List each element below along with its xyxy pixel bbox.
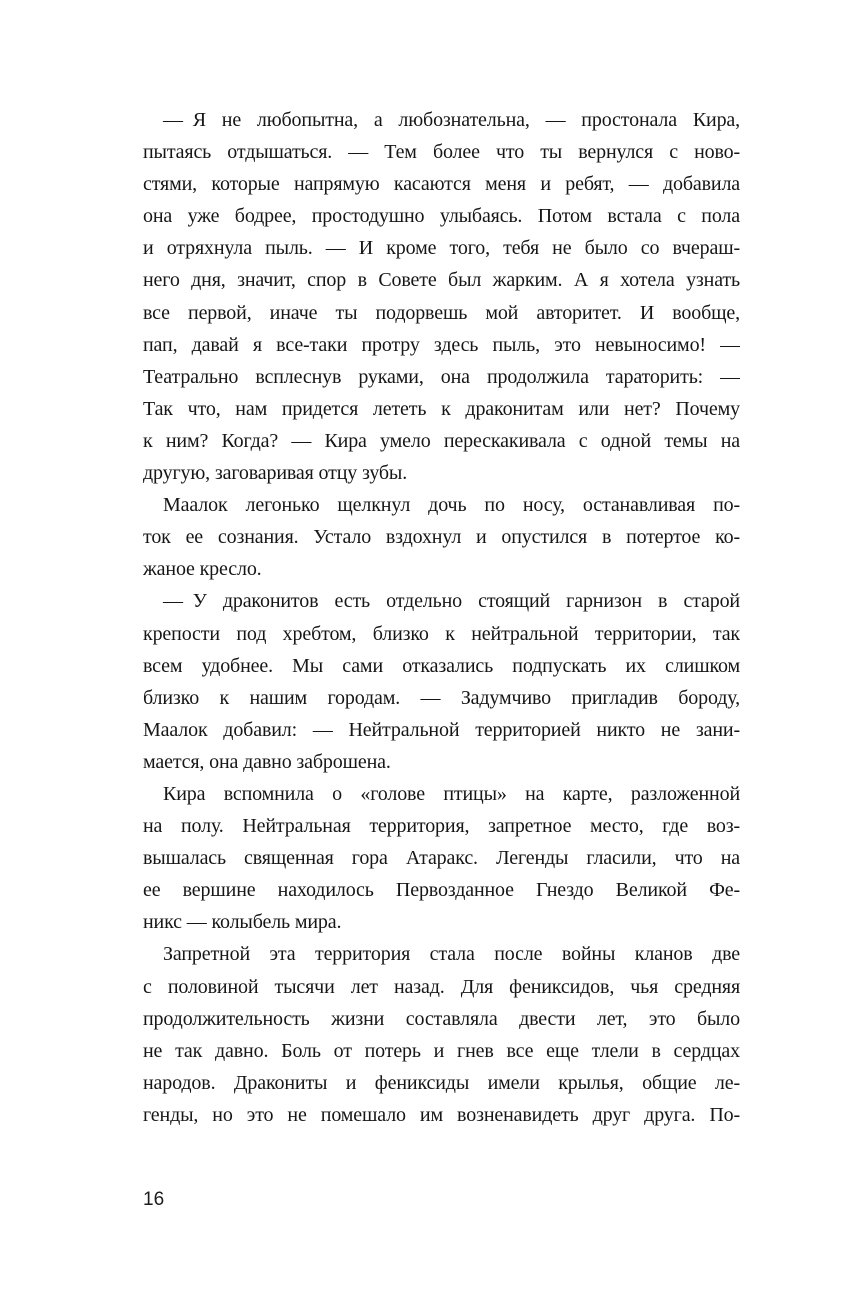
text-line: с половиной тысячи лет назад. Для фениксидов, чья средняя xyxy=(143,975,740,998)
text-line: Кира вспомнила о «голове птицы» на карте, разложенной xyxy=(163,782,740,805)
text-line: жаное кресло. xyxy=(143,558,262,581)
text-line: Так что, нам придется лететь к драконитам или нет? Почему xyxy=(143,397,740,420)
text-line: ее вершине находилось Первозданное Гнездо Великой Фе- xyxy=(143,879,740,902)
text-line: ток ее сознания. Устало вздохнул и опустился в потертое ко- xyxy=(143,526,740,549)
text-line: Маалок легонько щелкнул дочь по носу, останавливая по- xyxy=(163,494,740,517)
paragraph xyxy=(143,778,740,938)
text-line: крепости под хребтом, близко к нейтральной территории, так xyxy=(143,622,740,645)
text-column xyxy=(143,104,740,1131)
text-line: народов. Дракониты и фениксиды имели крылья, общие ле- xyxy=(143,1071,740,1094)
text-line: никс — колыбель мира. xyxy=(143,911,342,934)
text-line: — У драконитов есть отдельно стоящий гарнизон в старой xyxy=(163,590,740,613)
paragraph xyxy=(143,585,740,778)
text-line: Запретной эта территория стала после войны кланов две xyxy=(163,943,740,966)
text-line: всем удобнее. Мы сами отказались подпускать их слишком xyxy=(143,654,740,677)
text-line: него дня, значит, спор в Совете был жарким. А я хотела узнать xyxy=(143,269,740,292)
text-line: она уже бодрее, простодушно улыбаясь. Потом встала с пола xyxy=(143,205,740,228)
text-line: другую, заговаривая отцу зубы. xyxy=(143,462,408,485)
text-line: стями, которые напрямую касаются меня и ребят, — добавила xyxy=(143,173,740,196)
text-line: не так давно. Боль от потерь и гнев все еще тлели в сердцах xyxy=(143,1039,740,1062)
text-line: и отряхнула пыль. — И кроме того, тебя не было со вчераш- xyxy=(143,237,740,260)
text-line: пытаясь отдышаться. — Тем более что ты вернулся с ново- xyxy=(143,141,740,164)
text-line: на полу. Нейтральная территория, запретное место, где воз- xyxy=(143,815,740,838)
text-line: к ним? Когда? — Кира умело перескакивала с одной темы на xyxy=(143,429,740,452)
paragraph xyxy=(143,938,740,1131)
page-number: 16 xyxy=(143,1189,165,1210)
paragraph xyxy=(143,104,740,489)
text-line: все первой, иначе ты подорвешь мой авторитет. И вообще, xyxy=(143,301,740,324)
text-line: мается, она давно заброшена. xyxy=(143,750,391,773)
text-line: вышалась священная гора Атаракс. Легенды гласили, что на xyxy=(143,847,740,870)
paragraph xyxy=(143,489,740,585)
text-line: Маалок добавил: — Нейтральной территорией никто не зани- xyxy=(143,718,740,741)
text-line: Театрально всплеснув руками, она продолжила тараторить: — xyxy=(143,365,740,388)
text-line: пап, давай я все-таки протру здесь пыль, это невыносимо! — xyxy=(143,333,740,356)
text-line: продолжительность жизни составляла двести лет, это было xyxy=(143,1007,740,1030)
text-line: близко к нашим городам. — Задумчиво пригладив бороду, xyxy=(143,686,740,709)
text-line: — Я не любопытна, а любознательна, — простонала Кира, xyxy=(163,109,740,131)
text-line: генды, но это не помешало им возненавидеть друг друга. По- xyxy=(143,1103,740,1126)
